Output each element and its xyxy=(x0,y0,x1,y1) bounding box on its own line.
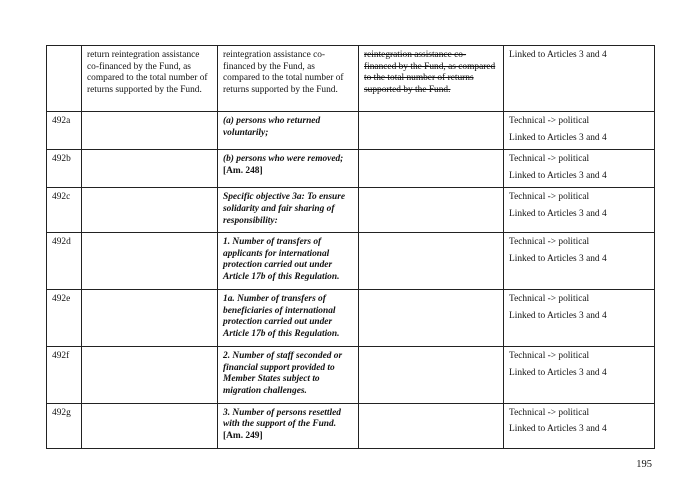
note-line: Technical -> political xyxy=(509,407,590,418)
council-text-cell xyxy=(359,112,504,150)
table-row xyxy=(47,150,655,188)
amendment-text: (b) persons who were removed; xyxy=(223,154,344,165)
table-row xyxy=(47,290,655,347)
notes-cell xyxy=(504,150,655,188)
row-id-cell: 492b xyxy=(47,150,82,188)
council-text-cell xyxy=(359,403,504,448)
amendment-text: 3. Number of persons resettled with the support of the Fund. xyxy=(223,407,341,430)
parliament-text-cell xyxy=(218,188,359,233)
page-number: 195 xyxy=(636,459,652,470)
commission-text-cell xyxy=(82,403,218,448)
parliament-text-cell: reintegration assistance co-financed by the Fund, as compared to the total number of returns supported by the Fund. xyxy=(218,46,359,112)
amendment-text: Specific objective 3a: To ensure solidarity and fair sharing of responsibility: xyxy=(223,192,346,226)
note-line: Technical -> political xyxy=(509,237,590,248)
parliament-text-cell xyxy=(218,403,359,448)
council-text-cell xyxy=(359,290,504,347)
parliament-text-cell xyxy=(218,112,359,150)
row-id-cell: 492f xyxy=(47,347,82,403)
document-table xyxy=(46,45,655,449)
commission-text-cell xyxy=(82,112,218,150)
note-line: Technical -> political xyxy=(509,116,590,126)
council-text-cell xyxy=(359,233,504,290)
notes-cell xyxy=(504,233,655,290)
row-id-cell: 492c xyxy=(47,188,82,233)
council-text-cell xyxy=(359,347,504,403)
note-line: Linked to Articles 3 and 4 xyxy=(509,208,607,219)
parliament-text-cell xyxy=(218,290,359,347)
note-line: Linked to Articles 3 and 4 xyxy=(509,424,607,435)
notes-cell xyxy=(504,188,655,233)
amendment-text: 1a. Number of transfers of beneficiaries of international protection carried out under Article 17b of this Regulation. xyxy=(223,294,340,339)
table-row xyxy=(47,46,655,112)
row-id-cell: 492e xyxy=(47,290,82,347)
commission-text-cell xyxy=(82,150,218,188)
notes-cell xyxy=(504,46,655,112)
table-row xyxy=(47,347,655,403)
commission-text-cell: return reintegration assistance co-financed by the Fund, as compared to the total number of returns supported by the Fund. xyxy=(82,46,218,112)
parliament-text-cell xyxy=(218,233,359,290)
note-line: Technical -> political xyxy=(509,192,590,203)
table-row xyxy=(47,112,655,150)
notes-cell xyxy=(504,347,655,403)
note-line: Linked to Articles 3 and 4 xyxy=(509,253,607,264)
note-line: Technical -> political xyxy=(509,154,590,165)
table-row xyxy=(47,188,655,233)
note-line: Linked to Articles 3 and 4 xyxy=(509,50,607,60)
parliament-text-cell xyxy=(218,347,359,403)
notes-cell xyxy=(504,290,655,347)
row-id-cell: 492g xyxy=(47,403,82,448)
table-row xyxy=(47,233,655,290)
row-id-cell xyxy=(47,46,82,112)
amendment-text: 1. Number of transfers of applicants for international protection carried out under Article 17b of this Regulation. xyxy=(223,237,340,282)
note-line: Linked to Articles 3 and 4 xyxy=(509,367,607,378)
council-text-cell xyxy=(359,188,504,233)
note-line: Technical -> political xyxy=(509,351,590,362)
commission-text-cell xyxy=(82,290,218,347)
notes-cell xyxy=(504,403,655,448)
commission-text-cell xyxy=(82,347,218,403)
council-text-cell: reintegration assistance co-financed by the Fund, as compared to the total number of returns supported by the Fund. xyxy=(359,46,504,112)
note-line: Technical -> political xyxy=(509,294,590,305)
council-text-cell xyxy=(359,150,504,188)
commission-text-cell xyxy=(82,233,218,290)
amendment-tag: [Am. 248] xyxy=(223,165,263,176)
table-row xyxy=(47,403,655,448)
note-line: Linked to Articles 3 and 4 xyxy=(509,132,607,143)
row-id-cell: 492a xyxy=(47,112,82,150)
parliament-text-cell xyxy=(218,150,359,188)
amendment-text: (a) persons who returned voluntarily; xyxy=(223,116,321,138)
amendment-tag: [Am. 249] xyxy=(223,430,263,441)
note-line: Linked to Articles 3 and 4 xyxy=(509,170,607,181)
commission-text-cell xyxy=(82,188,218,233)
amendment-text: 2. Number of staff seconded or financial support provided to Member States subject to migration challenges. xyxy=(223,351,343,396)
note-line: Linked to Articles 3 and 4 xyxy=(509,310,607,321)
row-id-cell: 492d xyxy=(47,233,82,290)
notes-cell xyxy=(504,112,655,150)
